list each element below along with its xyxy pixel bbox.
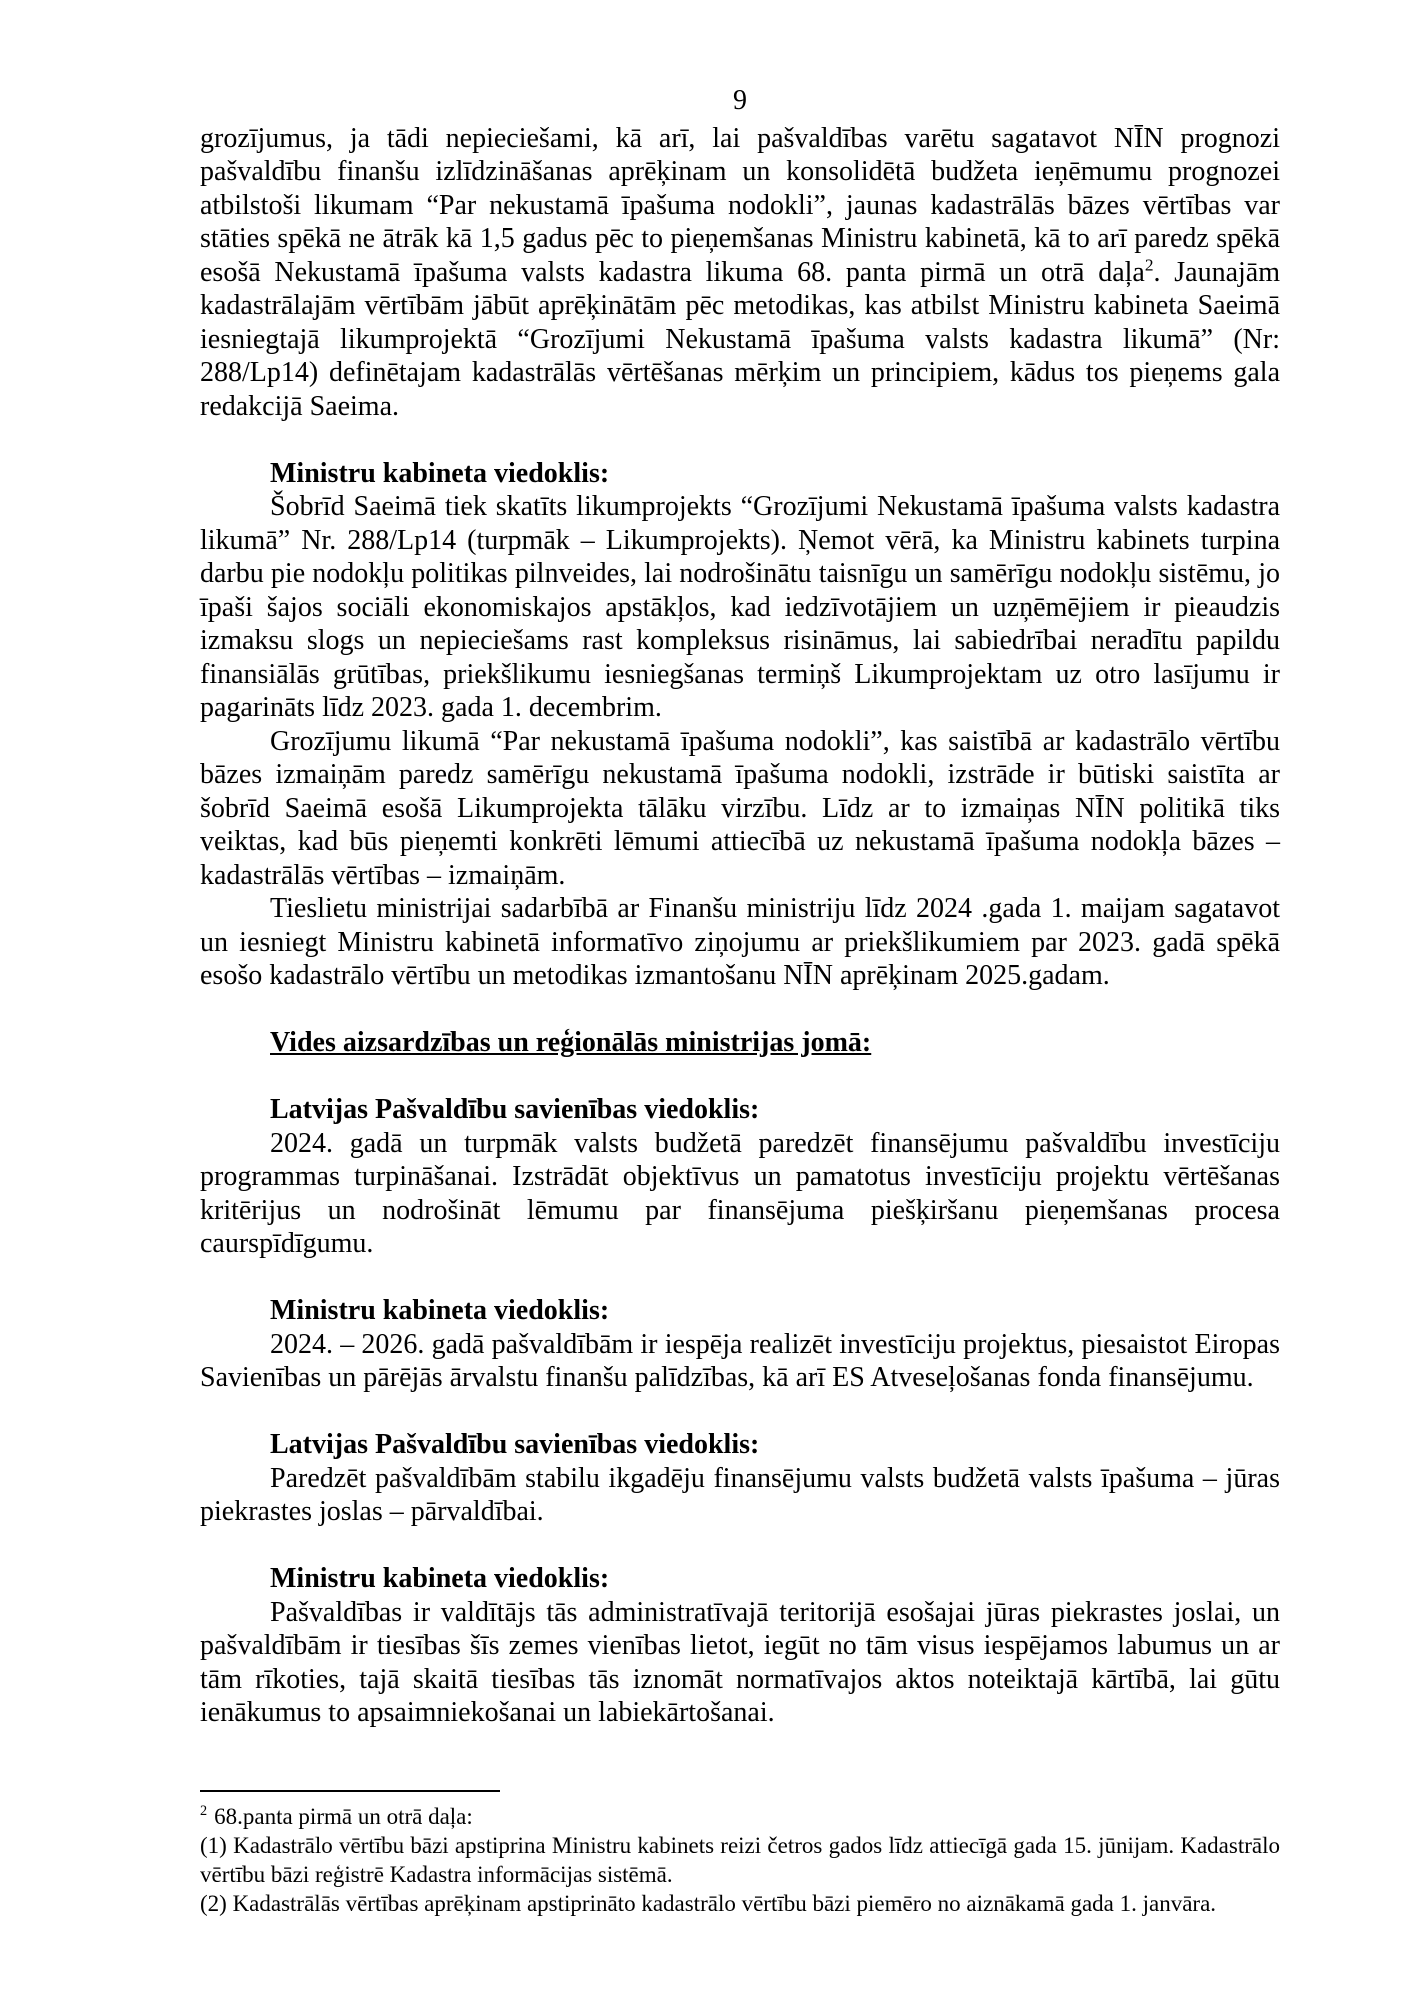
heading-ministru-kabineta-viedoklis-1: Ministru kabineta viedoklis: (270, 457, 610, 489)
paragraph-mk-opinion-1a: Šobrīd Saeimā tiek skatīts likumprojekts “Grozījumi Nekustamā īpašuma valsts kadastra likumā” Nr. 288/Lp14 (turpmāk – Likumprojekts). Ņemot vērā, ka Ministru kabinets turpina darbu pie nodokļu politikas pilnveides, lai nodrošinātu taisnīgu un samērīgu nodokļu sistēmu, jo īpaši šajos sociāli ekonomiskajos apstākļos, kad iedzīvotājiem un uzņēmējiem ir pieaudzis izmaksu slogs un nepieciešams rast kompleksus risināmus, lai sabiedrībai neradītu papildu finansiālās grūtības, priekšlikumu iesniegšanas termiņš Likumprojektam uz otro lasījumu ir pagarināts līdz 2023. gada 1. decembrim. (200, 491, 1280, 723)
footnote-item-2: (2) Kadastrālās vērtības aprēķinam apstiprināto kadastrālo vērtību bāzi piemēro no aiznākamā gada 1. janvāra. (200, 1890, 1217, 1916)
footnote-area (200, 1790, 1280, 1918)
heading-ministru-kabineta-viedoklis-2: Ministru kabineta viedoklis: (270, 1295, 610, 1326)
footnote-reference-2: 2 (1144, 255, 1154, 275)
footnote-item-1: (1) Kadastrālo vērtību bāzi apstiprina Ministru kabinets reizi četros gados līdz attiecīgā gada 15. jūnijam. Kadastrālo vērtību bāzi reģistrē Kadastra informācijas sistēmā. (200, 1832, 1280, 1887)
paragraph-continuation (200, 122, 1280, 424)
footnote-title-line (200, 1802, 1280, 1831)
paragraph-lps-opinion-1: 2024. gadā un turpmāk valsts budžetā paredzēt finansējumu pašvaldību investīciju programmas turpināšanai. Izstrādāt objektīvus un pamatotus investīciju projektu vērtēšanas kritērijus un nodrošināt lēmumu par finansējuma piešķiršanu pieņemšanas procesa caurspīdīgumu. (200, 1127, 1280, 1259)
heading-latvijas-pasvaldibu-savienibas-viedoklis-1: Latvijas Pašvaldību savienības viedoklis: (270, 1094, 760, 1125)
footnote-title: 68.panta pirmā un otrā daļa: (214, 1803, 473, 1829)
heading-ministru-kabineta-viedoklis-3: Ministru kabineta viedoklis: (270, 1563, 610, 1594)
footnote-separator-rule (200, 1790, 500, 1792)
paragraph-continuation-text: grozījumus, ja tādi nepieciešami, kā arī, lai pašvaldības varētu sagatavot NĪN prognozi pašvaldību finanšu izlīdzināšanas aprēķinam un konsolidētā budžeta ieņēmumu prognozei atbilstoši likumam “Par nekustamā īpašuma nodokli”, jaunas kadastrālās bāzes vērtības var stāties spēkā ne ātrāk kā 1,5 gadus pēc to pieņemšanas Ministru kabinetā, kā to arī paredz spēkā esošā Nekustamā īpašuma valsts kadastra likuma 68. panta pirmā un otrā daļa (200, 122, 1280, 288)
paragraph-continuation-text-after: . Jaunajām kadastrālajām vērtībām jābūt aprēķinātām pēc metodikas, kas atbilst Ministru kabineta Saeimā iesniegtajā likumprojektā “Grozījumi Nekustamā īpašuma valsts kadastra likumā” (Nr: 288/Lp14) definētajam kadastrālās vērtēšanas mērķim un principiem, kādus tos pieņems gala redakcijā Saeima. (200, 256, 1280, 422)
paragraph-mk-opinion-2: 2024. – 2026. gadā pašvaldībām ir iespēja realizēt investīciju projektus, piesaistot Eiropas Savienības un pārējās ārvalstu finanšu palīdzības, kā arī ES Atveseļošanas fonda finansējumu. (200, 1328, 1280, 1393)
heading-vides-aizsardzibas-joma: Vides aizsardzības un reģionālās ministrijas jomā: (270, 1027, 872, 1058)
paragraph-mk-opinion-1b: Grozījumu likumā “Par nekustamā īpašuma nodokli”, kas saistībā ar kadastrālo vērtību bāzes izmaiņām paredz samērīgu nekustamā īpašuma nodokli, izstrāde ir būtiski saistīta ar šobrīd Saeimā esošā Likumprojekta tālāku virzību. Līdz ar to izmaiņas NĪN politikā tiks veiktas, kad būs pieņemti konkrēti lēmumi attiecībā uz nekustamā īpašuma nodokļa bāzes – kadastrālās vērtības – izmaiņām. (200, 725, 1280, 891)
paragraph-lps-opinion-2: Paredzēt pašvaldībām stabilu ikgadēju finansējumu valsts budžetā valsts īpašuma – jūras piekrastes joslas – pārvaldībai. (200, 1462, 1280, 1527)
heading-latvijas-pasvaldibu-savienibas-viedoklis-2: Latvijas Pašvaldību savienības viedoklis: (270, 1429, 760, 1460)
page-number: 9 (733, 85, 747, 116)
paragraph-mk-opinion-1c: Tieslietu ministrijai sadarbībā ar Finanšu ministriju līdz 2024 .gada 1. maijam sagatavot un iesniegt Ministru kabinetā informatīvo ziņojumu ar priekšlikumiem par 2023. gadā spēkā esošo kadastrālo vērtību un metodikas izmantošanu NĪN aprēķinam 2025.gadam. (200, 893, 1280, 991)
footnote-marker-2: 2 (200, 1802, 208, 1819)
paragraph-mk-opinion-3: Pašvaldības ir valdītājs tās administratīvajā teritorijā esošajai jūras piekrastes joslai, un pašvaldībām ir tiesības šīs zemes vienības lietot, iegūt no tām visus iespējamos labumus un ar tām rīkoties, tajā skaitā tiesības tās iznomāt normatīvajos aktos noteiktajā kārtībā, lai gūtu ienākumus to apsaimniekošanai un labiekārtošanai. (200, 1596, 1280, 1728)
